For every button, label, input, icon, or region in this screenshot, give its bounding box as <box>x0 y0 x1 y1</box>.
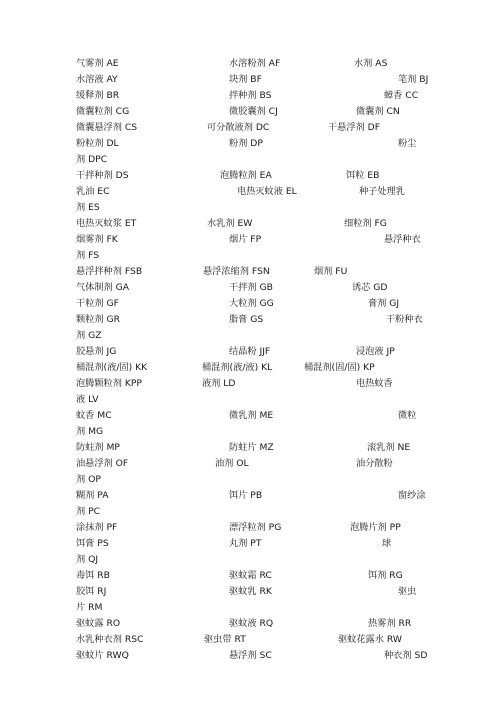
formulation-entry: 胶饵 RJ <box>76 586 107 597</box>
text-line <box>76 216 436 232</box>
text-line <box>76 632 436 648</box>
formulation-entry: 热雾剂 RR <box>368 618 412 629</box>
formulation-entry: 剂 GZ <box>76 330 102 341</box>
text-line <box>76 88 436 104</box>
formulation-entry: 糊剂 PA <box>76 490 109 501</box>
text-line <box>76 472 436 488</box>
formulation-entry: 片 RM <box>76 602 103 613</box>
text-line <box>76 584 436 600</box>
formulation-entry: 粉粒剂 DL <box>76 138 119 149</box>
formulation-entry: 电热灭蚊浆 ET <box>76 218 137 229</box>
formulation-entry: 悬浮浓缩剂 FSN <box>203 266 270 277</box>
text-line <box>76 552 436 568</box>
formulation-entry: 微囊剂 CN <box>356 106 400 117</box>
formulation-entry: 饵片 PB <box>229 490 263 501</box>
text-line <box>76 328 436 344</box>
text-line <box>76 488 436 504</box>
formulation-entry: 滚乳剂 NE <box>367 442 411 453</box>
formulation-entry: 毒饵 RB <box>76 570 110 581</box>
text-line <box>76 312 436 328</box>
formulation-entry: 微胶囊剂 CJ <box>229 106 278 117</box>
text-line <box>76 392 436 408</box>
formulation-entry: 乳油 EC <box>76 186 110 197</box>
formulation-entry: 液剂 LD <box>202 378 236 389</box>
formulation-entry: 水剂 AS <box>354 58 388 69</box>
formulation-entry: 电热蚊香 <box>356 378 393 389</box>
formulation-entry: 微囊悬浮剂 CS <box>76 122 138 133</box>
formulation-entry: 微囊粒剂 CG <box>76 106 130 117</box>
formulation-entry: 防蛀剂 MP <box>76 442 120 453</box>
formulation-entry: 种子处理乳 <box>359 186 405 197</box>
formulation-entry: 球 <box>382 538 392 549</box>
formulation-entry: 漂浮粒剂 PG <box>229 522 282 533</box>
formulation-entry: 烟雾剂 FK <box>76 234 118 245</box>
text-line <box>76 600 436 616</box>
formulation-entry: 电热灭蚊液 EL <box>237 186 297 197</box>
formulation-entry: 干粉种衣 <box>386 314 423 325</box>
formulation-entry: 气体制剂 GA <box>76 282 130 293</box>
formulation-entry: 拌种剂 BS <box>229 90 272 101</box>
formulation-entry: 结晶粉 JJF <box>229 346 271 357</box>
text-line <box>76 248 436 264</box>
formulation-entry: 块剂 BF <box>229 74 262 85</box>
formulation-entry: 悬浮剂 SC <box>229 650 272 661</box>
formulation-entry: 剂 ES <box>76 202 100 213</box>
formulation-entry: 细粒剂 FG <box>344 218 387 229</box>
formulation-entry: 脂膏 GS <box>229 314 264 325</box>
text-line <box>76 424 436 440</box>
text-line <box>76 296 436 312</box>
formulation-entry: 桶混剂(液/液) KL <box>202 362 273 373</box>
formulation-entry: 剂 PC <box>76 506 101 517</box>
formulation-entry: 膏剂 GJ <box>368 298 400 309</box>
formulation-entry: 桶混剂(液/固) KK <box>76 362 148 373</box>
formulation-entry: 剂 OP <box>76 474 101 485</box>
formulation-entry: 可分散液剂 DC <box>207 122 270 133</box>
text-line <box>76 344 436 360</box>
formulation-entry: 油悬浮剂 OF <box>76 458 129 469</box>
formulation-entry: 油剂 OL <box>215 458 249 469</box>
formulation-entry: 悬浮种衣 <box>384 234 421 245</box>
text-line <box>76 168 436 184</box>
text-line <box>76 136 436 152</box>
formulation-entry: 驱蚊花露水 RW <box>338 634 402 645</box>
text-line <box>76 104 436 120</box>
formulation-entry: 剂 FS <box>76 250 100 261</box>
formulation-entry: 驱虫 <box>398 586 417 597</box>
formulation-entry: 驱蚊片 RWQ <box>76 650 129 661</box>
formulation-entry: 丸剂 PT <box>229 538 262 549</box>
text-line <box>76 120 436 136</box>
formulation-entry: 桶混剂(固/固) KP <box>304 362 375 373</box>
formulation-entry: 水乳剂 EW <box>207 218 253 229</box>
formulation-entry: 剂 MG <box>76 426 104 437</box>
text-line <box>76 456 436 472</box>
formulation-entry: 干悬浮剂 DF <box>328 122 381 133</box>
formulation-entry: 颗粒剂 GR <box>76 314 120 325</box>
formulation-entry: 蟑香 CC <box>384 90 419 101</box>
formulation-entry: 驱蚊露 RO <box>76 618 121 629</box>
text-line <box>76 504 436 520</box>
formulation-entry: 防蛀片 MZ <box>229 442 274 453</box>
formulation-entry: 微乳剂 ME <box>229 410 274 421</box>
formulation-entry: 干拌种剂 DS <box>76 170 129 181</box>
formulation-entry: 种衣剂 SD <box>384 650 428 661</box>
text-line <box>76 376 436 392</box>
formulation-entry: 剂 QJ <box>76 554 99 565</box>
text-line <box>76 408 436 424</box>
text-line <box>76 440 436 456</box>
formulation-entry: 悬浮拌种剂 FSB <box>76 266 143 277</box>
text-line <box>76 72 436 88</box>
formulation-entry: 涂抹剂 PF <box>76 522 118 533</box>
formulation-entry: 驱蚊乳 RK <box>229 586 272 597</box>
formulation-entry: 驱虫带 RT <box>204 634 246 645</box>
formulation-entry: 饵粒 EB <box>346 170 380 181</box>
formulation-entry: 水溶粉剂 AF <box>229 58 281 69</box>
formulation-entry: 诱芯 GD <box>352 282 388 293</box>
formulation-entry: 缓释剂 BR <box>76 90 120 101</box>
formulation-entry: 浸泡液 JP <box>356 346 395 357</box>
formulation-entry: 水溶液 AY <box>76 74 118 85</box>
formulation-entry: 液 LV <box>76 394 99 405</box>
formulation-entry: 粉尘 <box>398 138 417 149</box>
formulation-entry: 驱蚊霜 RC <box>229 570 272 581</box>
formulation-entry: 泡腾颗粒剂 KPP <box>76 378 142 389</box>
text-line <box>76 56 436 72</box>
formulation-entry: 烟片 FP <box>229 234 262 245</box>
text-line <box>76 568 436 584</box>
text-line <box>76 200 436 216</box>
text-line <box>76 280 436 296</box>
formulation-entry: 剂 DPC <box>76 154 108 165</box>
text-line <box>76 152 436 168</box>
formulation-entry: 粉剂 DP <box>229 138 263 149</box>
text-line <box>76 360 436 376</box>
formulation-entry: 干粒剂 GF <box>76 298 119 309</box>
formulation-entry: 驱蚊液 RQ <box>229 618 274 629</box>
formulation-entry: 干拌剂 GB <box>229 282 273 293</box>
formulation-entry: 饵膏 PS <box>76 538 109 549</box>
formulation-entry: 胶悬剂 JG <box>76 346 117 357</box>
formulation-entry: 油分散粉 <box>356 458 393 469</box>
formulation-entry: 气雾剂 AE <box>76 58 119 69</box>
formulation-entry: 泡腾粒剂 EA <box>220 170 272 181</box>
formulation-entry: 烟剂 FU <box>314 266 348 277</box>
text-line <box>76 232 436 248</box>
formulation-entry: 窗纱涂 <box>398 490 426 501</box>
text-line <box>76 264 436 280</box>
formulation-entry: 笔剂 BJ <box>398 74 429 85</box>
text-line <box>76 184 436 200</box>
formulation-entry: 大粒剂 GG <box>229 298 274 309</box>
text-line <box>76 648 436 664</box>
formulation-entry: 蚊香 MC <box>76 410 112 421</box>
text-line <box>76 616 436 632</box>
text-line <box>76 536 436 552</box>
formulation-entry: 水乳种衣剂 RSC <box>76 634 144 645</box>
formulation-entry: 饵剂 RG <box>368 570 403 581</box>
text-line <box>76 520 436 536</box>
formulation-entry: 泡腾片剂 PP <box>350 522 401 533</box>
formulation-entry: 微粒 <box>398 410 417 421</box>
